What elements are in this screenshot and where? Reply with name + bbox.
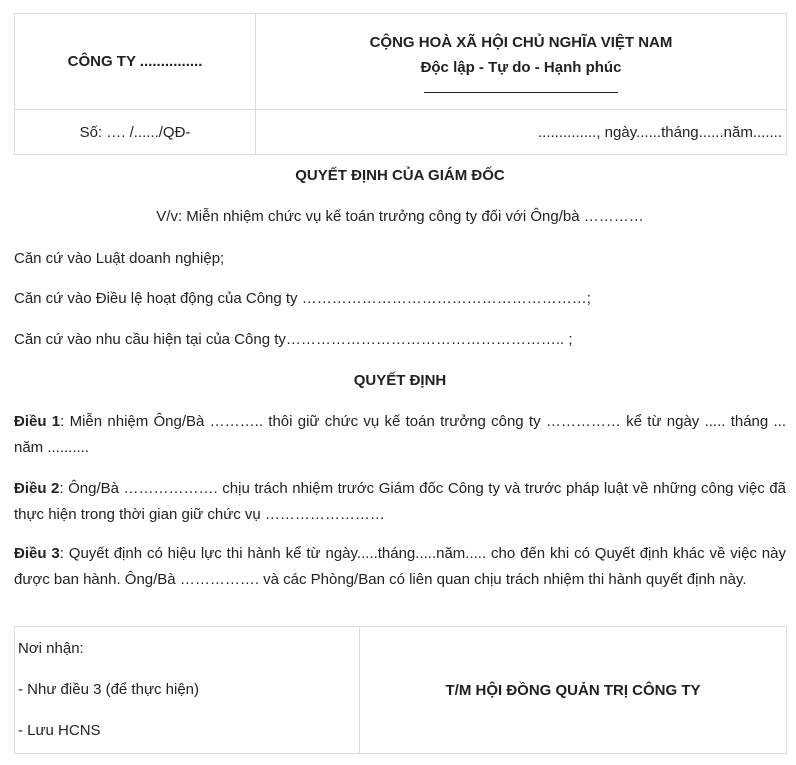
nation-motto: Độc lập - Tự do - Hạnh phúc — [420, 59, 622, 76]
signature-block: T/M HỘI ĐỒNG QUẢN TRỊ CÔNG TY — [360, 627, 787, 754]
recipient-item: - Như điều 3 (để thực hiện) — [18, 681, 200, 698]
recipient-item: - Lưu HCNS — [18, 722, 101, 739]
header-table — [14, 13, 787, 155]
article-label: Điều 1 — [14, 413, 61, 430]
article-label: Điều 2 — [14, 480, 60, 497]
recipients-cell — [15, 627, 360, 754]
nation-title: CỘNG HOÀ XÃ HỘI CHỦ NGHĨA VIỆT NAM — [369, 34, 673, 51]
article-label: Điều 3 — [14, 545, 60, 562]
basis-line: Căn cứ vào Điều lệ hoạt động của Công ty …………………………………………………; — [14, 290, 591, 307]
document-number: Số: …. /....../QĐ- — [15, 110, 256, 155]
article-2 — [14, 476, 786, 528]
basis-line: Căn cứ vào nhu cầu hiện tại của Công ty……………………………………………….. ; — [14, 331, 573, 348]
footer-table — [14, 626, 787, 754]
article-3 — [14, 541, 786, 593]
decision-heading: QUYẾT ĐỊNH — [353, 372, 447, 389]
recipients-heading: Nơi nhận: — [18, 640, 84, 657]
company-name: CÔNG TY ............... — [15, 14, 256, 110]
motto-underline — [424, 92, 618, 93]
basis-line: Căn cứ vào Luật doanh nghiệp; — [14, 250, 225, 267]
article-text: : Quyết định có hiệu lực thi hành kể từ ngày.....tháng.....năm..... cho đến khi có Quyết định khác về việc này được ban hành. Ông/Bà ……………. và các Phòng/Ban có liên quan chịu trách nhiệm thi hành quyết định này. — [14, 545, 786, 588]
document-subject: V/v: Miễn nhiệm chức vụ kế toán trưởng công ty đối với Ông/bà ………… — [156, 208, 644, 225]
article-text: : Miễn nhiệm Ông/Bà ……….. thôi giữ chức vụ kế toán trưởng công ty …………… kể từ ngày ..... tháng ... năm .......... — [14, 413, 787, 456]
article-1 — [14, 409, 786, 461]
document-date: .............., ngày......tháng......năm....... — [256, 110, 787, 155]
national-motto — [256, 14, 787, 110]
document-title: QUYẾT ĐỊNH CỦA GIÁM ĐỐC — [295, 167, 505, 184]
article-text: : Ông/Bà ………………. chịu trách nhiệm trước Giám đốc Công ty và trước pháp luật về những công việc đã thực hiện trong thời gian giữ chức vụ …………………… — [14, 480, 786, 523]
